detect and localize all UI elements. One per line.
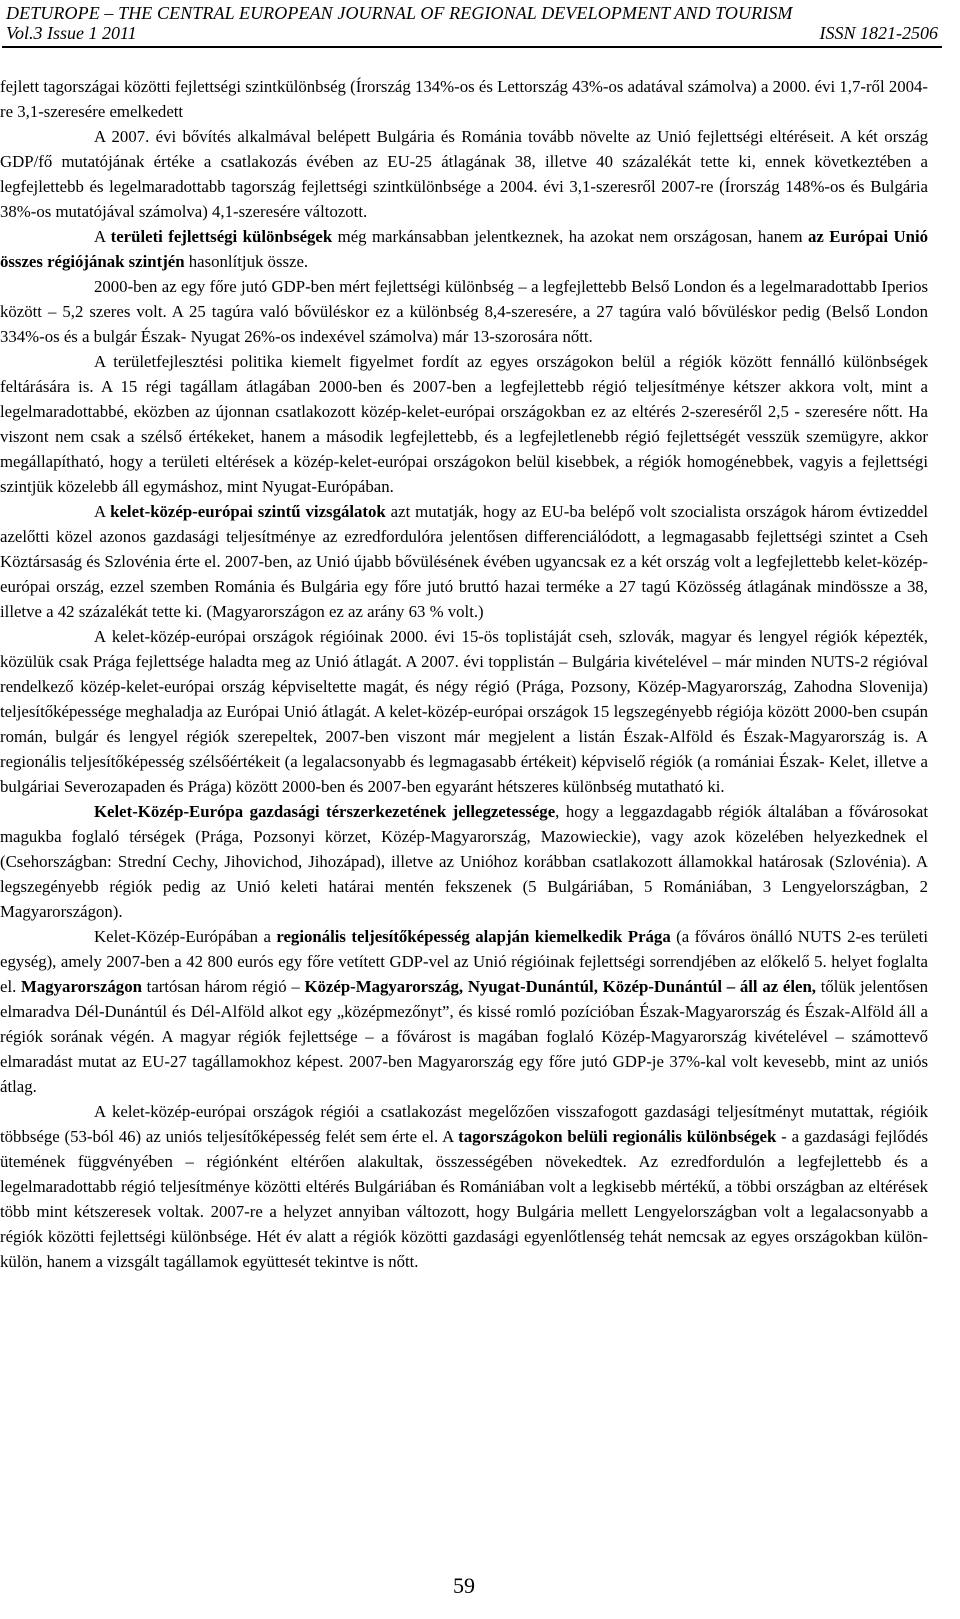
paragraph xyxy=(0,1099,928,1274)
paragraph-text: , hogy a leggazdagabb régiók általában a fővárosokat magukba foglaló térségek (Prága, Pozsonyi körzet, Közép-Magyarország, Mazowieckie), vagy azok közelében helyezkednek el (Csehországban: Strední Cechy, Jihovichod, Jihozápad), illetve az Unióhoz korábban csatlakozott államokkal határosak (Szlovénia). A legszegényebb régiók pedig az Unió keleti határai mentén fekszenek (5 Bulgáriában, 5 Romániában, 3 Lengyelországban, 2 Magyarországon). xyxy=(0,802,929,921)
paragraph-text: A xyxy=(94,227,111,246)
volume-issue: Vol.3 Issue 1 2011 xyxy=(6,23,137,43)
emphasis-text: regionális teljesítőképesség alapján kiemelkedik Prága xyxy=(276,927,671,946)
paragraph xyxy=(0,924,928,1099)
emphasis-text: az Európai Unió összes régiójának szintjén xyxy=(0,227,928,271)
issn: ISSN 1821-2506 xyxy=(819,23,938,43)
paragraph xyxy=(0,274,928,349)
emphasis-text: területi fejlettségi különbségek xyxy=(110,227,333,246)
journal-title: DETUROPE – THE CENTRAL EUROPEAN JOURNAL OF REGIONAL DEVELOPMENT AND TOURISM xyxy=(6,3,793,23)
paragraph xyxy=(0,499,928,624)
paragraph-text: A kelet-közép-európai országok régiói a csatlakozást megelőzően visszafogott gazdasági teljesítményt mutattak, régióik többsége (53-ból 46) az uniós teljesítőképesség felét sem érte el. A xyxy=(0,1102,928,1146)
emphasis-text: Kelet-Közép-Európa gazdasági térszerkezetének jellegzetessége xyxy=(94,802,556,821)
paragraph-text: A xyxy=(94,502,111,521)
paragraph-text: fejlett tagországai közötti fejlettségi szintkülönbség (Írország 134%-os és Lettország 43%-os adatával számolva) a 2000. évi 1,7-ről 2004-re 3,1-szeresére emelkedett xyxy=(0,77,928,121)
paragraph-text: 2000-ben az egy főre jutó GDP-ben mért fejlettségi különbség – a legfejlettebb Belső London és a legelmaradottabb Iperios között – 5,2 szeres volt. A 25 tagúra való bővüléskor ez a különbség 8,4-szeresére, a 27 tagúra való bővüléskor pedig (Belső London 334%-os és a bulgár Észak- Nyugat 26%-os indexével számolva) már 13-szorosára nőtt. xyxy=(0,277,928,346)
paragraph-text: hasonlítjuk össze. xyxy=(184,252,309,271)
paragraph xyxy=(0,124,928,224)
paragraph-text: A területfejlesztési politika kiemelt figyelmet fordít az egyes országokon belül a régiók között fennálló különbségek feltárására is. A 15 régi tagállam átlagában 2000-ben és 2007-ben a legfejlettebb régió teljesítménye kétszer akkora volt, mint a legelmaradottabbé, eközben az újonnan csatlakozott közép-kelet-európai országokban ez az eltérés 2-szereséről 2,5 - szeresére nőtt. Ha viszont nem csak a szélső értékeket, hanem a második legfejlettebb, és a legfejletlenebb régió fejlettségét vesszük szemügyre, akkor megállapítható, hogy a területi eltérések a közép-kelet-európai országokon belül kisebbek, a régiók homogénebbek, vagyis a fejlettségi szintjük közelebb áll egymáshoz, mint Nyugat-Európában. xyxy=(0,352,928,496)
paragraph xyxy=(0,224,928,274)
paragraph-text: (a főváros önálló NUTS 2-es területi egység), amely 2007-ben a 42 800 eurós egy főre vetített GDP-vel az Unió régióinak fejlettségi sorrendjében az előkelő 5. helyet foglalta el. xyxy=(0,927,928,996)
emphasis-text: kelet-közép-európai szintű vizsgálatok xyxy=(110,502,386,521)
paragraph xyxy=(0,799,928,924)
running-header xyxy=(0,0,960,50)
paragraph-text: - a gazdasági fejlődés ütemének függvényében – régiónként eltérően alakultak, összességében növekedtek. Az ezredfordulón a legfejlettebb és a legelmaradottabb régió teljesítménye közötti eltérés Bulgáriában és Romániában volt a legkisebb mértékű, a többi országban az eltérések több mint kétszeresek voltak. 2007-re a helyzet annyiban változott, hogy Bulgária mellett Lengyelországban volt a legalacsonyabb a régiók közötti fejlettségi különbsége. Hét év alatt a régiók közötti gazdasági egyenlőtlenség tehát nemcsak az egyes országokban külön-külön, hanem a vizsgált tagállamok együttesét tekintve is nőtt. xyxy=(0,1127,928,1271)
article-body xyxy=(0,74,928,1274)
page-number: 59 xyxy=(453,1573,475,1598)
paragraph-text: tőlük jelentősen elmaradva Dél-Dunántúl és Dél-Alföld alkot egy „középmezőnyt”, és kissé romló pozícióban Észak-Magyarország és Észak-Alföld áll a régiók sorának végén. A magyar régiók fejlettsége – a fővárost is magában foglaló Közép-Magyarország kivételével – számottevő elmaradást mutat az EU-27 tagállamokhoz képest. 2007-ben Magyarország egy főre jutó GDP-je 37%-kal volt kevesebb, mint az uniós átlag. xyxy=(0,977,929,1096)
emphasis-text: Közép-Magyarország, Nyugat-Dunántúl, Közép-Dunántúl – áll az élen, xyxy=(304,977,816,996)
emphasis-text: tagországokon belüli regionális különbségek xyxy=(458,1127,777,1146)
emphasis-text: Magyarországon xyxy=(21,977,142,996)
paragraph xyxy=(0,74,928,124)
paragraph-text: azt mutatják, hogy az EU-ba belépő volt szocialista országok három évtizeddel azelőtti közel azonos gazdasági teljesítménye az ezredfordulóra jelentősen differenciálódott, a legmagasabb fejlettségi szintet a Cseh Köztársaság és Szlovénia érte el. 2007-ben, az Unió újabb bővülésének évében ugyancsak ez a két ország volt a legfejlettebb kelet-közép-európai ország, ezzel szemben Románia és Bulgária egy főre jutó bruttó hazai terméke a 27 tagú Közösség átlagának mindössze a 38, illetve a 42 százalékát tette ki. (Magyarországon ez az arány 63 % volt.) xyxy=(0,502,928,621)
paragraph-text: Kelet-Közép-Európában a xyxy=(94,927,277,946)
paragraph-text: még markánsabban jelentkeznek, ha azokat nem országosan, hanem xyxy=(332,227,809,246)
paragraph-text: A 2007. évi bővítés alkalmával belépett Bulgária és Románia tovább növelte az Unió fejlettségi eltéréseit. A két ország GDP/fő mutatójának értéke a csatlakozás évében az EU-25 átlagának 38, illetve 40 százalékát tette ki, ennek következtében a legfejlettebb és legelmaradottabb tagország fejlettségi szintkülönbsége a 2004. évi 3,1-szeresről 2007-re (Írország 148%-os és Bulgária 38%-os mutatójával számolva) 4,1-szeresére változott. xyxy=(0,127,928,221)
paragraph-text: A kelet-közép-európai országok régióinak 2000. évi 15-ös toplistáját cseh, szlovák, magyar és lengyel régiók képezték, közülük csak Prága fejlettsége haladta meg az Unió átlagát. A 2007. évi topplistán – Bulgária kivételével – már minden NUTS-2 régióval rendelkező közép-kelet-európai ország képviseltette magát, és négy régió (Prága, Pozsony, Közép-Magyarország, Zahodna Slovenija) teljesítőképessége meghaladja az Európai Unió átlagát. A kelet-közép-európai országok 15 legszegényebb régiója között 2000-ben csupán román, bulgár és lengyel régiók szerepeltek, 2007-ben viszont már megjelent a listán Észak-Alföld és Észak-Magyarország is. A regionális teljesítőképesség szélsőértékeit (a legalacsonyabb és legmagasabb értékeit) képviselő régiók (a romániai Észak- Kelet, illetve a bulgáriai Severozapaden és Prága) között 2000-ben és 2007-ben egyaránt hétszeres különbség mutatható ki. xyxy=(0,627,928,796)
header-divider xyxy=(2,46,942,48)
paragraph xyxy=(0,624,928,799)
paragraph xyxy=(0,349,928,499)
paragraph-text: tartósan három régió – xyxy=(141,977,305,996)
